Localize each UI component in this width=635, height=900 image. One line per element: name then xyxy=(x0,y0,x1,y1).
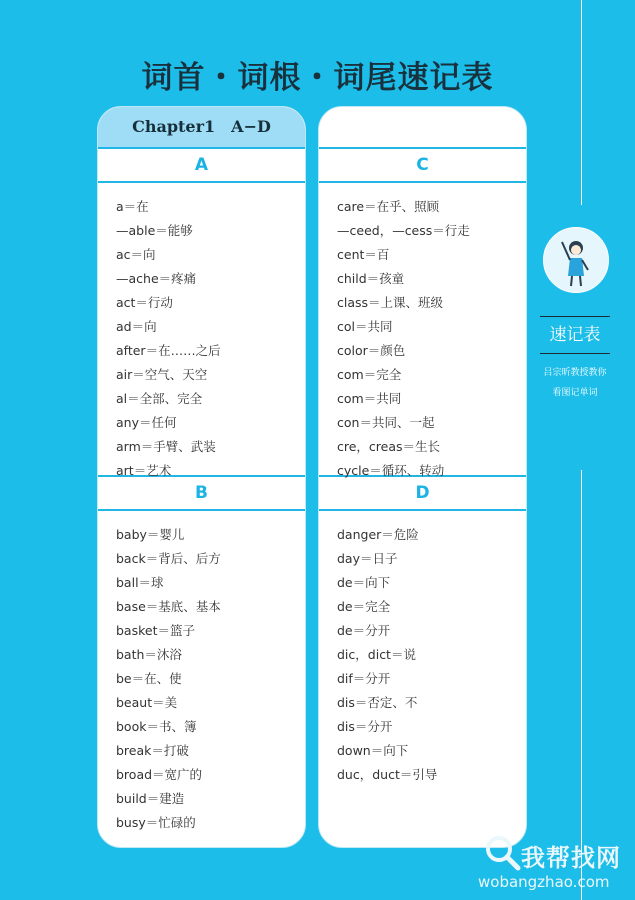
list-item: —ache＝疼痛 xyxy=(116,271,197,286)
list-item: cre，creas＝生长 xyxy=(337,439,441,454)
list-item: —ceed，—cess＝行走 xyxy=(337,223,470,238)
list-item: dis＝否定、不 xyxy=(337,695,418,710)
chapter-header: Chapter1 A−D xyxy=(98,107,305,147)
page-title: 词首・词根・词尾速记表 xyxy=(141,60,494,96)
decorative-line-bottom xyxy=(581,470,582,900)
list-item: any＝任何 xyxy=(116,415,177,430)
list-item: de＝向下 xyxy=(337,575,391,590)
list-item: be＝在、使 xyxy=(116,671,182,686)
section-header-c: C xyxy=(319,147,526,183)
list-item: beaut＝美 xyxy=(116,695,178,710)
list-item: cycle＝循环、转动 xyxy=(337,463,445,478)
list-item: break＝打破 xyxy=(116,743,189,758)
list-item: broad＝宽广的 xyxy=(116,767,203,782)
watermark-text-cn: 我帮找网 xyxy=(521,844,621,872)
sidebar-label: 速记表 xyxy=(540,316,610,354)
card-left xyxy=(97,106,306,848)
list-item: color＝颜色 xyxy=(337,343,406,358)
list-item: after＝在……之后 xyxy=(116,343,221,358)
list-item: base＝基底、基本 xyxy=(116,599,221,614)
list-item: back＝背后、后方 xyxy=(116,551,221,566)
list-item: basket＝篮子 xyxy=(116,623,195,638)
word-list-b xyxy=(98,511,305,835)
list-item: bath＝沐浴 xyxy=(116,647,182,662)
list-item: —able＝能够 xyxy=(116,223,193,238)
search-icon xyxy=(482,832,522,872)
list-item: down＝向下 xyxy=(337,743,409,758)
section-header-b: B xyxy=(98,475,305,511)
list-item: arm＝手臂、武装 xyxy=(116,439,216,454)
list-item: dic，dict＝说 xyxy=(337,647,416,662)
list-item: com＝完全 xyxy=(337,367,402,382)
list-item: a＝在 xyxy=(116,199,149,214)
list-item: de＝分开 xyxy=(337,623,391,638)
word-list-d xyxy=(319,511,526,787)
list-item: al＝全部、完全 xyxy=(116,391,203,406)
list-item: ac＝向 xyxy=(116,247,156,262)
list-item: dis＝分开 xyxy=(337,719,393,734)
list-item: build＝建造 xyxy=(116,791,185,806)
list-item: baby＝婴儿 xyxy=(116,527,185,542)
watermark-text-en: wobangzhao.com xyxy=(478,873,610,891)
list-item: danger＝危险 xyxy=(337,527,419,542)
list-item: de＝完全 xyxy=(337,599,391,614)
list-item: com＝共同 xyxy=(337,391,402,406)
list-item: cent＝百 xyxy=(337,247,390,262)
section-header-a: A xyxy=(98,147,305,183)
list-item: book＝书、簿 xyxy=(116,719,197,734)
decorative-line-top xyxy=(581,0,582,205)
word-list-a xyxy=(98,183,305,478)
list-item: col＝共同 xyxy=(337,319,393,334)
list-item: ball＝球 xyxy=(116,575,164,590)
list-item: dif＝分开 xyxy=(337,671,391,686)
word-list-c xyxy=(319,183,526,478)
list-item: busy＝忙碌的 xyxy=(116,815,196,830)
list-item: child＝孩童 xyxy=(337,271,405,286)
list-item: class＝上课、班级 xyxy=(337,295,444,310)
chapter-header-blank xyxy=(319,107,526,147)
list-item: ad＝向 xyxy=(116,319,157,334)
girl-illustration xyxy=(543,227,609,293)
sidebar-caption-2: 看图记单词 xyxy=(552,388,598,398)
list-item: act＝行动 xyxy=(116,295,173,310)
sidebar-caption-1: 吕宗昕教授教你 xyxy=(543,368,607,378)
list-item: day＝日子 xyxy=(337,551,398,566)
section-header-d: D xyxy=(319,475,526,511)
list-item: duc，duct＝引导 xyxy=(337,767,438,782)
list-item: care＝在乎、照顾 xyxy=(337,199,440,214)
list-item: art＝艺术 xyxy=(116,463,172,478)
list-item: air＝空气、天空 xyxy=(116,367,208,382)
list-item: con＝共同、一起 xyxy=(337,415,435,430)
card-right xyxy=(318,106,527,848)
